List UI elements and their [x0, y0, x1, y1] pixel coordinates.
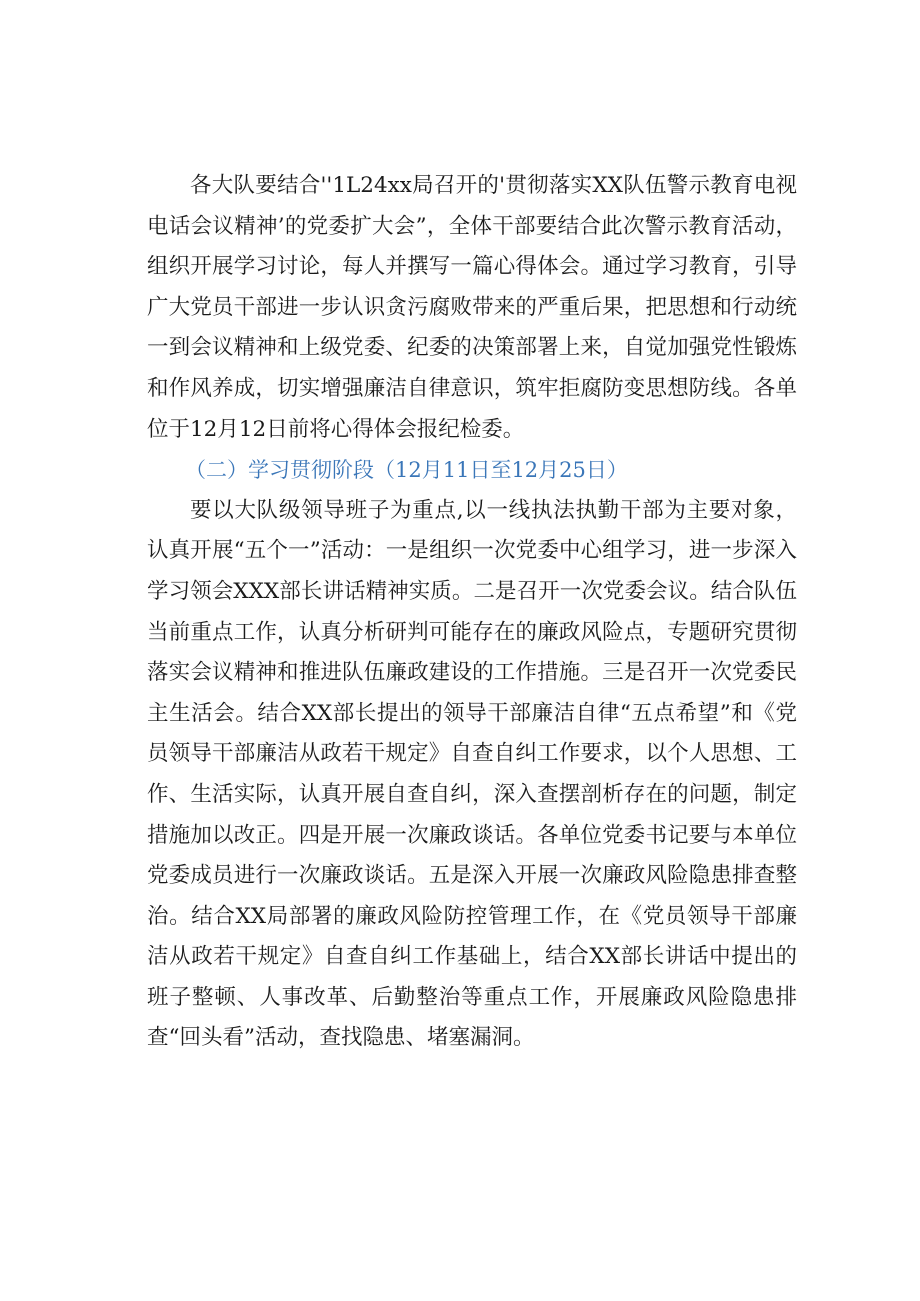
body-paragraph-five-ones-activity: 要以大队级领导班子为重点,以一线执法执勤干部为主要对象，认真开展“五个一”活动：一是组织一次党委中心组学习，进一步深入学习领会XXX部长讲话精神实质。二是召开一次党委会议。结合队伍当前重点工作，认真分析研判可能存在的廉政风险点，专题研究贯彻落实会议精神和推进队伍廉政建设的工作措施。三是召开一次党委民主生活会。结合XX部长提出的领导干部廉洁自律“五点希望”和《党员领导干部廉洁从政若干规定》自查自纠工作要求，以个人思想、工作、生活实际，认真开展自查自纠，深入查摆剖析存在的问题，制定措施加以改正。四是开展一次廉政谈话。各单位党委书记要与本单位党委成员进行一次廉政谈话。五是深入开展一次廉政风险隐患排查整治。结合XX局部署的廉政风险防控管理工作，在《党员领导干部廉洁从政若干规定》自查自纠工作基础上，结合XX部长讲话中提出的班子整顿、人事改革、后勤整治等重点工作，开展廉政风险隐患排查“回头看”活动，查找隐患、堵塞漏洞。	[147, 497, 797, 1051]
document-body	[147, 166, 797, 1059]
body-paragraph-warning-education: 各大队要结合''1L24xx局召开的'贯彻落实XX队伍警示教育电视电话会议精神’的党委扩大会”，全体干部要结合此次警示教育活动，组织开展学习讨论，每人并撰写一篇心得体会。通过学习教育，引导广大党员干部进一步认识贪污腐败带来的严重后果，把思想和行动统一到会议精神和上级党委、纪委的决策部署上来，自觉加强党性锻炼和作风养成，切实增强廉洁自律意识，筑牢拒腐防变思想防线。各单位于12月12日前将心得体会报纪检委。	[147, 173, 797, 442]
section-heading-study-phase: （二）学习贯彻阶段（12月11日至12月25日）	[185, 458, 628, 483]
